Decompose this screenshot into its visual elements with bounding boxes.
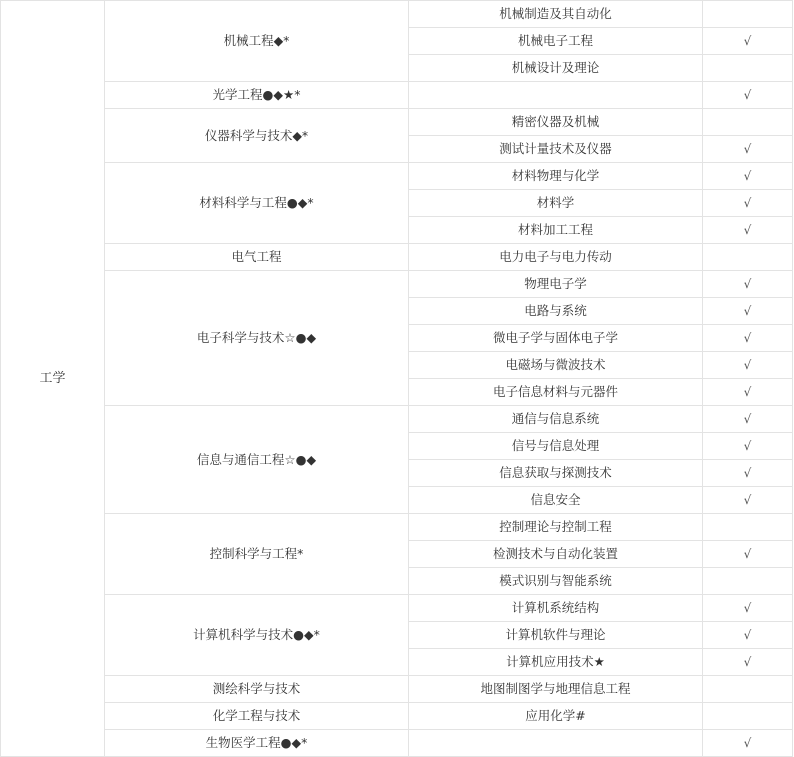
checkmark-cell: √ [703, 325, 793, 352]
subdiscipline-cell: 电子信息材料与元器件 [409, 379, 703, 406]
checkmark-cell: √ [703, 460, 793, 487]
subdiscipline-cell: 电力电子与电力传动 [409, 244, 703, 271]
checkmark-cell [703, 514, 793, 541]
subdiscipline-cell: 机械设计及理论 [409, 55, 703, 82]
discipline-cell: 测绘科学与技术 [105, 676, 409, 703]
subdiscipline-cell: 物理电子学 [409, 271, 703, 298]
subdiscipline-cell: 信号与信息处理 [409, 433, 703, 460]
subdiscipline-cell: 通信与信息系统 [409, 406, 703, 433]
subdiscipline-cell: 机械电子工程 [409, 28, 703, 55]
table-row [1, 1, 793, 28]
checkmark-cell [703, 109, 793, 136]
checkmark-cell: √ [703, 163, 793, 190]
discipline-cell: 仪器科学与技术◆* [105, 109, 409, 163]
checkmark-cell [703, 1, 793, 28]
checkmark-cell: √ [703, 595, 793, 622]
subdiscipline-cell [409, 82, 703, 109]
discipline-cell: 信息与通信工程☆●◆ [105, 406, 409, 514]
discipline-cell: 电子科学与技术☆●◆ [105, 271, 409, 406]
discipline-table-body [1, 1, 793, 757]
category-cell: 工学 [1, 1, 105, 757]
subdiscipline-cell: 测试计量技术及仪器 [409, 136, 703, 163]
checkmark-cell: √ [703, 136, 793, 163]
checkmark-cell: √ [703, 271, 793, 298]
subdiscipline-cell: 应用化学# [409, 703, 703, 730]
subdiscipline-cell: 微电子学与固体电子学 [409, 325, 703, 352]
discipline-cell: 光学工程●◆★* [105, 82, 409, 109]
table-row [1, 109, 793, 136]
discipline-cell: 化学工程与技术 [105, 703, 409, 730]
checkmark-cell: √ [703, 541, 793, 568]
subdiscipline-cell: 计算机系统结构 [409, 595, 703, 622]
checkmark-cell: √ [703, 406, 793, 433]
table-row [1, 163, 793, 190]
subdiscipline-cell: 控制理论与控制工程 [409, 514, 703, 541]
table-row [1, 271, 793, 298]
subdiscipline-cell: 计算机应用技术★ [409, 649, 703, 676]
checkmark-cell: √ [703, 298, 793, 325]
subdiscipline-cell: 模式识别与智能系统 [409, 568, 703, 595]
table-row [1, 730, 793, 757]
checkmark-cell: √ [703, 433, 793, 460]
discipline-cell: 电气工程 [105, 244, 409, 271]
table-row [1, 514, 793, 541]
subdiscipline-cell: 地图制图学与地理信息工程 [409, 676, 703, 703]
table-row [1, 703, 793, 730]
checkmark-cell [703, 703, 793, 730]
table-row [1, 244, 793, 271]
checkmark-cell: √ [703, 28, 793, 55]
discipline-cell: 生物医学工程●◆* [105, 730, 409, 757]
checkmark-cell [703, 568, 793, 595]
checkmark-cell: √ [703, 352, 793, 379]
checkmark-cell [703, 244, 793, 271]
checkmark-cell: √ [703, 190, 793, 217]
subdiscipline-cell: 材料加工工程 [409, 217, 703, 244]
subdiscipline-cell: 计算机软件与理论 [409, 622, 703, 649]
discipline-cell: 计算机科学与技术●◆* [105, 595, 409, 676]
table-row [1, 676, 793, 703]
discipline-cell: 机械工程◆* [105, 1, 409, 82]
checkmark-cell: √ [703, 217, 793, 244]
subdiscipline-cell: 信息安全 [409, 487, 703, 514]
checkmark-cell: √ [703, 622, 793, 649]
subdiscipline-cell: 信息获取与探测技术 [409, 460, 703, 487]
checkmark-cell [703, 676, 793, 703]
checkmark-cell: √ [703, 649, 793, 676]
subdiscipline-cell: 材料物理与化学 [409, 163, 703, 190]
subdiscipline-cell: 材料学 [409, 190, 703, 217]
table-row [1, 406, 793, 433]
checkmark-cell: √ [703, 82, 793, 109]
subdiscipline-cell: 精密仪器及机械 [409, 109, 703, 136]
table-row [1, 595, 793, 622]
subdiscipline-cell: 电磁场与微波技术 [409, 352, 703, 379]
discipline-cell: 控制科学与工程* [105, 514, 409, 595]
checkmark-cell: √ [703, 730, 793, 757]
subdiscipline-cell [409, 730, 703, 757]
checkmark-cell: √ [703, 487, 793, 514]
checkmark-cell: √ [703, 379, 793, 406]
subdiscipline-cell: 电路与系统 [409, 298, 703, 325]
subdiscipline-cell: 机械制造及其自动化 [409, 1, 703, 28]
discipline-cell: 材料科学与工程●◆* [105, 163, 409, 244]
table-row [1, 82, 793, 109]
subdiscipline-cell: 检测技术与自动化装置 [409, 541, 703, 568]
checkmark-cell [703, 55, 793, 82]
